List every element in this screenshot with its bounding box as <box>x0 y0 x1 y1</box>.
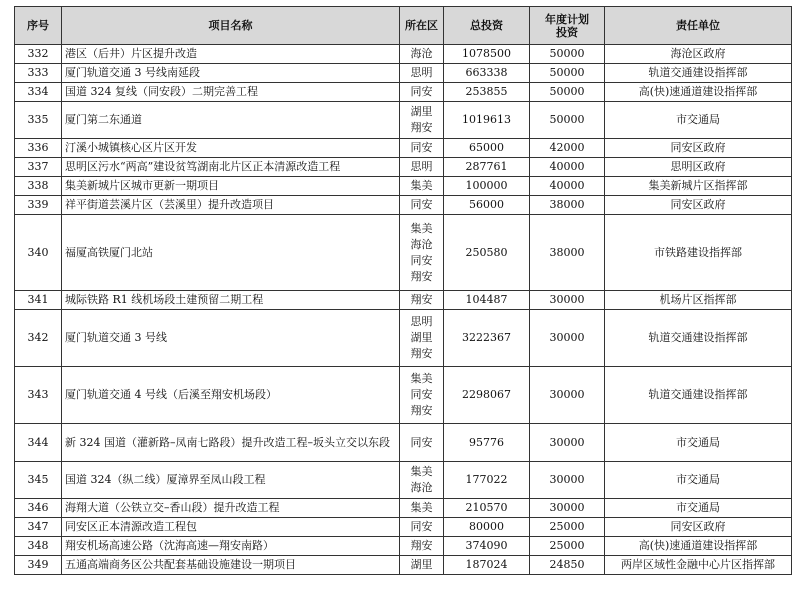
table-row <box>15 518 792 537</box>
table-row <box>15 367 792 424</box>
cell-total-investment: 1078500 <box>444 45 530 64</box>
cell-district <box>400 424 444 462</box>
cell-district <box>400 102 444 139</box>
district-name: 集美 <box>410 179 433 192</box>
cell-project-name: 海翔大道（公铁立交–香山段）提升改造工程 <box>62 499 400 518</box>
cell-serial: 334 <box>15 83 62 102</box>
cell-serial: 344 <box>15 424 62 462</box>
district-name: 思明 <box>410 66 433 79</box>
cell-project-name: 五通高端商务区公共配套基础设施建设一期项目 <box>62 556 400 575</box>
project-table <box>14 6 792 575</box>
header-district: 所在区 <box>400 7 444 45</box>
cell-annual-investment: 30000 <box>530 291 605 310</box>
cell-annual-investment: 38000 <box>530 196 605 215</box>
cell-project-name: 福厦高铁厦门北站 <box>62 215 400 291</box>
district-name: 翔安 <box>410 404 433 417</box>
cell-district <box>400 177 444 196</box>
cell-district <box>400 291 444 310</box>
table-row <box>15 291 792 310</box>
cell-district <box>400 518 444 537</box>
district-name: 集美 <box>410 501 433 514</box>
district-name: 翔安 <box>410 347 433 360</box>
cell-serial: 347 <box>15 518 62 537</box>
cell-annual-investment: 40000 <box>530 158 605 177</box>
cell-district <box>400 462 444 499</box>
table-row <box>15 45 792 64</box>
district-name: 翔安 <box>410 293 433 306</box>
cell-district <box>400 64 444 83</box>
cell-project-name: 祥平街道芸溪片区（芸溪里）提升改造项目 <box>62 196 400 215</box>
cell-responsible-unit: 集美新城片区指挥部 <box>605 177 792 196</box>
cell-district <box>400 556 444 575</box>
cell-project-name: 思明区污水“两高”建设贫笃湖南北片区正本清源改造工程 <box>62 158 400 177</box>
table-row <box>15 537 792 556</box>
cell-total-investment: 187024 <box>444 556 530 575</box>
cell-serial: 332 <box>15 45 62 64</box>
cell-project-name: 新 324 国道（灌新路–凤南七路段）提升改造工程–坂头立交以东段 <box>62 424 400 462</box>
cell-responsible-unit: 同安区政府 <box>605 139 792 158</box>
district-name: 集美 <box>410 372 433 385</box>
cell-total-investment: 1019613 <box>444 102 530 139</box>
cell-annual-investment: 25000 <box>530 518 605 537</box>
district-name: 同安 <box>410 388 433 401</box>
cell-serial: 345 <box>15 462 62 499</box>
cell-total-investment: 663338 <box>444 64 530 83</box>
cell-annual-investment: 50000 <box>530 64 605 83</box>
cell-responsible-unit: 高(快)速通道建设指挥部 <box>605 83 792 102</box>
cell-district <box>400 499 444 518</box>
cell-annual-investment: 38000 <box>530 215 605 291</box>
cell-annual-investment: 30000 <box>530 499 605 518</box>
table-row <box>15 462 792 499</box>
cell-serial: 342 <box>15 310 62 367</box>
cell-project-name: 厦门第二东通道 <box>62 102 400 139</box>
cell-responsible-unit: 市交通局 <box>605 499 792 518</box>
cell-district <box>400 158 444 177</box>
district-name: 海沧 <box>410 47 433 60</box>
district-name: 同安 <box>410 435 433 449</box>
cell-responsible-unit: 市交通局 <box>605 424 792 462</box>
cell-project-name: 集美新城片区城市更新一期项目 <box>62 177 400 196</box>
cell-annual-investment: 50000 <box>530 83 605 102</box>
cell-serial: 341 <box>15 291 62 310</box>
cell-total-investment: 253855 <box>444 83 530 102</box>
table-row <box>15 556 792 575</box>
table-row <box>15 102 792 139</box>
cell-serial: 338 <box>15 177 62 196</box>
district-name: 同安 <box>410 253 433 267</box>
table-row <box>15 196 792 215</box>
district-name: 海沧 <box>410 481 433 494</box>
cell-serial: 349 <box>15 556 62 575</box>
cell-total-investment: 80000 <box>444 518 530 537</box>
cell-responsible-unit: 市交通局 <box>605 102 792 139</box>
district-name: 思明 <box>410 315 433 328</box>
table-body <box>15 45 792 575</box>
header-project-name: 项目名称 <box>62 7 400 45</box>
cell-serial: 333 <box>15 64 62 83</box>
table-row <box>15 139 792 158</box>
cell-serial: 337 <box>15 158 62 177</box>
district-name: 湖里 <box>410 105 433 118</box>
cell-district <box>400 83 444 102</box>
cell-total-investment: 100000 <box>444 177 530 196</box>
cell-total-investment: 65000 <box>444 139 530 158</box>
cell-responsible-unit: 轨道交通建设指挥部 <box>605 310 792 367</box>
cell-responsible-unit: 海沧区政府 <box>605 45 792 64</box>
cell-district <box>400 215 444 291</box>
cell-responsible-unit: 市交通局 <box>605 462 792 499</box>
cell-total-investment: 2298067 <box>444 367 530 424</box>
cell-total-investment: 3222367 <box>444 310 530 367</box>
cell-annual-investment: 50000 <box>530 45 605 64</box>
cell-total-investment: 250580 <box>444 215 530 291</box>
cell-district <box>400 310 444 367</box>
district-name: 集美 <box>410 465 433 478</box>
cell-responsible-unit: 轨道交通建设指挥部 <box>605 64 792 83</box>
cell-responsible-unit: 轨道交通建设指挥部 <box>605 367 792 424</box>
cell-total-investment: 56000 <box>444 196 530 215</box>
cell-project-name: 汀溪小城镇核心区片区开发 <box>62 139 400 158</box>
table-row <box>15 83 792 102</box>
cell-responsible-unit: 同安区政府 <box>605 518 792 537</box>
header-serial: 序号 <box>15 7 62 45</box>
cell-responsible-unit: 同安区政府 <box>605 196 792 215</box>
cell-serial: 348 <box>15 537 62 556</box>
district-name: 海沧 <box>410 237 433 251</box>
cell-annual-investment: 30000 <box>530 310 605 367</box>
cell-project-name: 国道 324 复线（同安段）二期完善工程 <box>62 83 400 102</box>
table-row <box>15 177 792 196</box>
cell-annual-investment: 24850 <box>530 556 605 575</box>
table-row <box>15 215 792 291</box>
cell-project-name: 港区（后井）片区提升改造 <box>62 45 400 64</box>
cell-serial: 339 <box>15 196 62 215</box>
district-name: 集美 <box>410 221 433 235</box>
cell-district <box>400 537 444 556</box>
district-name: 湖里 <box>410 331 433 344</box>
cell-district <box>400 196 444 215</box>
district-name: 思明 <box>410 160 433 173</box>
district-name: 同安 <box>410 85 433 98</box>
cell-total-investment: 177022 <box>444 462 530 499</box>
table-row <box>15 424 792 462</box>
header-annual-investment: 年度计划 投资 <box>530 7 605 45</box>
table-header-row <box>15 7 792 45</box>
cell-project-name: 厦门轨道交通 3 号线 <box>62 310 400 367</box>
cell-total-investment: 287761 <box>444 158 530 177</box>
cell-project-name: 国道 324（纵二线）厦漳界至凤山段工程 <box>62 462 400 499</box>
district-name: 翔安 <box>410 121 433 134</box>
table-row <box>15 310 792 367</box>
cell-serial: 335 <box>15 102 62 139</box>
cell-project-name: 厦门轨道交通 4 号线（后溪至翔安机场段） <box>62 367 400 424</box>
district-name: 同安 <box>410 198 433 211</box>
cell-responsible-unit: 高(快)速通道建设指挥部 <box>605 537 792 556</box>
cell-responsible-unit: 思明区政府 <box>605 158 792 177</box>
cell-annual-investment: 50000 <box>530 102 605 139</box>
cell-total-investment: 104487 <box>444 291 530 310</box>
cell-annual-investment: 40000 <box>530 177 605 196</box>
cell-project-name: 翔安机场高速公路（沈海高速—翔安南路） <box>62 537 400 556</box>
cell-serial: 346 <box>15 499 62 518</box>
table-row <box>15 499 792 518</box>
cell-project-name: 同安区正本清源改造工程包 <box>62 518 400 537</box>
cell-district <box>400 367 444 424</box>
cell-annual-investment: 30000 <box>530 462 605 499</box>
cell-project-name: 厦门轨道交通 3 号线南延段 <box>62 64 400 83</box>
cell-annual-investment: 30000 <box>530 424 605 462</box>
cell-serial: 343 <box>15 367 62 424</box>
cell-total-investment: 95776 <box>444 424 530 462</box>
cell-total-investment: 374090 <box>444 537 530 556</box>
table-row <box>15 158 792 177</box>
district-name: 同安 <box>410 520 433 533</box>
cell-total-investment: 210570 <box>444 499 530 518</box>
cell-annual-investment: 30000 <box>530 367 605 424</box>
cell-responsible-unit: 市铁路建设指挥部 <box>605 215 792 291</box>
header-responsible-unit: 责任单位 <box>605 7 792 45</box>
cell-responsible-unit: 机场片区指挥部 <box>605 291 792 310</box>
cell-annual-investment: 42000 <box>530 139 605 158</box>
cell-project-name: 城际铁路 R1 线机场段土建预留二期工程 <box>62 291 400 310</box>
cell-serial: 336 <box>15 139 62 158</box>
district-name: 同安 <box>410 141 433 154</box>
cell-responsible-unit: 两岸区域性金融中心片区指挥部 <box>605 556 792 575</box>
district-name: 翔安 <box>410 539 433 552</box>
header-total-investment: 总投资 <box>444 7 530 45</box>
district-name: 湖里 <box>410 558 433 571</box>
district-name: 翔安 <box>410 269 433 283</box>
cell-annual-investment: 25000 <box>530 537 605 556</box>
cell-district <box>400 139 444 158</box>
cell-serial: 340 <box>15 215 62 291</box>
cell-district <box>400 45 444 64</box>
table-row <box>15 64 792 83</box>
